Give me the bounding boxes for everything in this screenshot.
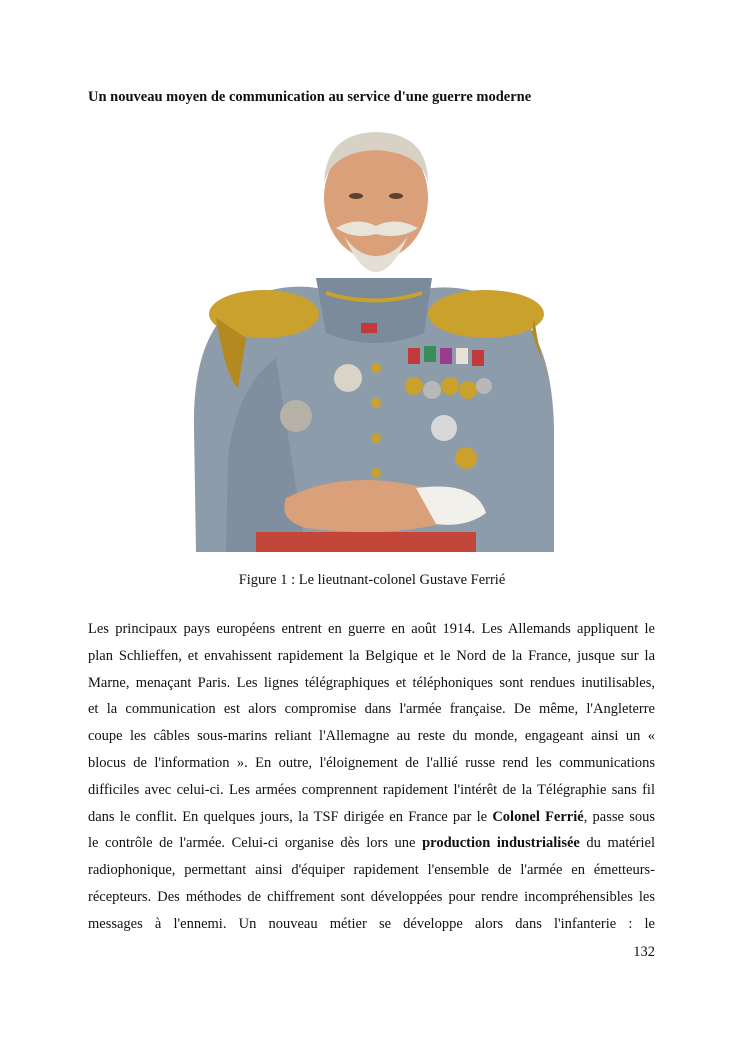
paragraph-line: radiophonique, permettant ainsi d'équiper rapidement l'ensemble de l'armée en émetteurs-: [88, 862, 655, 879]
paragraph-line: difficiles avec celui-ci. Les armées comprennent rapidement l'intérêt de la Télégraphie sans fil: [88, 781, 655, 798]
line-text: dans le conflit. En quelques jours, la TSF dirigée en France par le: [88, 808, 493, 825]
paragraph-line: coupe les câbles sous-marins reliant l'Allemagne au reste du monde, engageant ainsi un «: [88, 728, 655, 745]
line-text: le contrôle de l'armée. Celui-ci organise dès lors une: [88, 835, 423, 852]
paragraph-line: [88, 804, 655, 831]
paragraph-line: blocus de l'information ». En outre, l'éloignement de l'allié russe rend les communications: [88, 754, 655, 771]
paragraph-line: et la communication est alors compromise dans l'armée française. De même, l'Angleterre: [88, 701, 655, 718]
paragraph-line: messages à l'ennemi. Un nouveau métier se développe alors dans l'infanterie : le: [88, 915, 655, 932]
line-text: du matériel: [579, 835, 656, 852]
line-text: , passe sous: [583, 808, 655, 825]
page-number: 132: [633, 944, 655, 960]
section-heading: Un nouveau moyen de communication au service d'une guerre moderne: [88, 89, 532, 105]
bold-industrial-production: production industrialisée: [422, 835, 580, 852]
portrait-image: [186, 128, 558, 552]
portrait-figure: [186, 128, 558, 552]
figure-caption: Figure 1 : Le lieutnant-colonel Gustave Ferrié: [238, 572, 506, 588]
paragraph-line: plan Schlieffen, et envahissent rapidement la Belgique et le Nord de la France, jusque sur la: [88, 647, 655, 664]
paragraph-line: Marne, menaçant Paris. Les lignes télégraphiques et téléphoniques sont rendues inutilisables,: [88, 674, 655, 691]
bold-name-ferrie: Colonel Ferrié: [492, 808, 584, 825]
paragraph-line: [88, 830, 655, 857]
body-paragraph: [88, 616, 655, 938]
paragraph-line: Les principaux pays européens entrent en guerre en août 1914. Les Allemands appliquent le: [88, 621, 655, 637]
paragraph-line: récepteurs. Des méthodes de chiffrement sont développées pour rendre incompréhensibles les: [88, 888, 655, 905]
